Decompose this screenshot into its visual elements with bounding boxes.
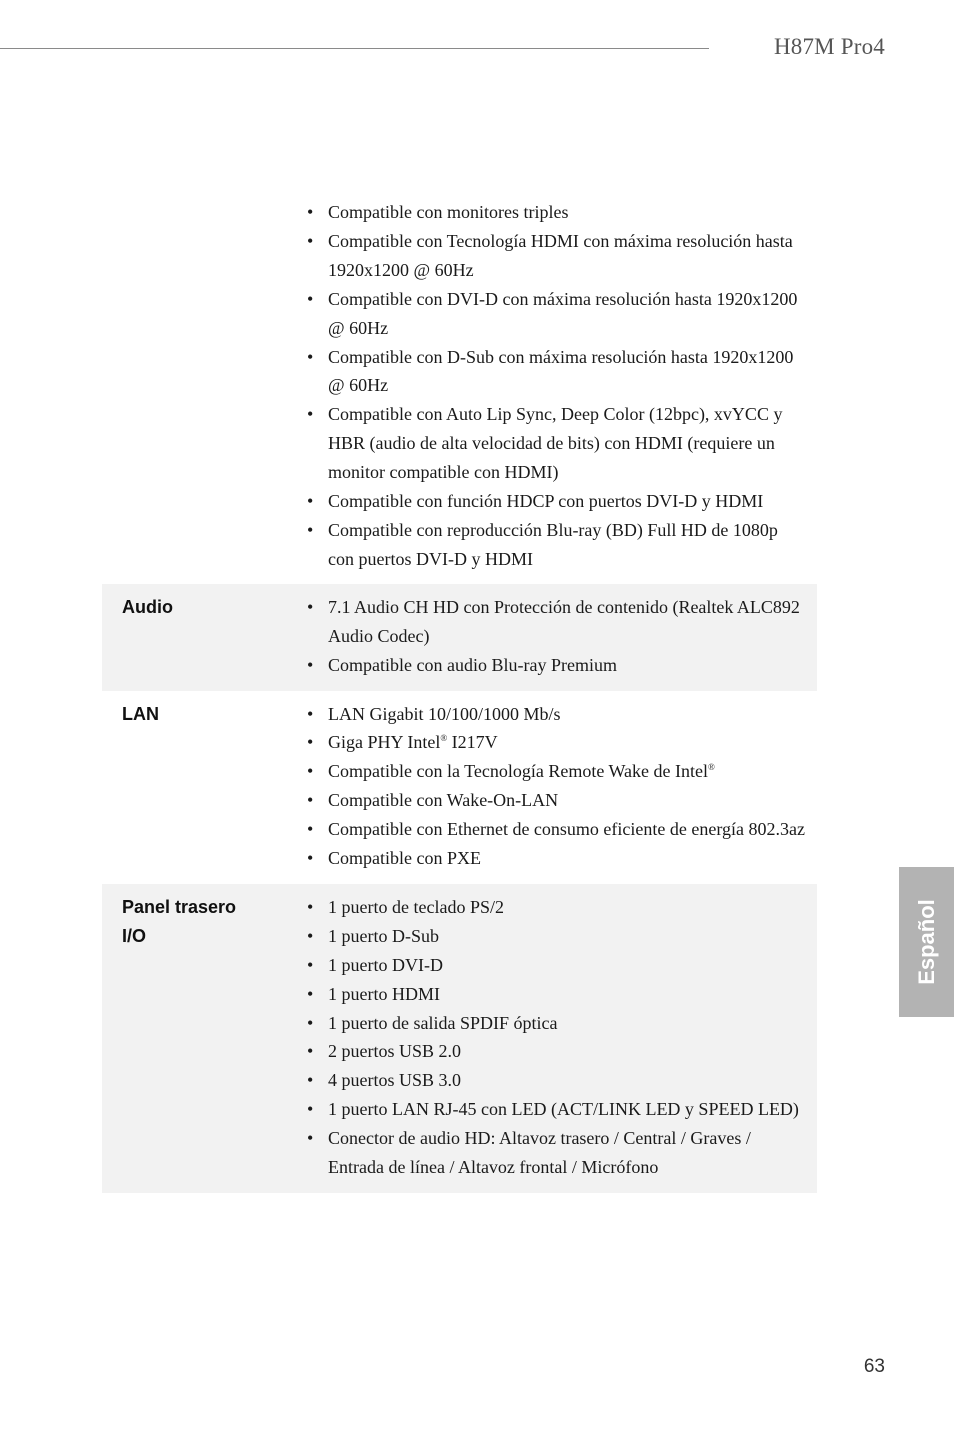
list-item [292, 757, 807, 786]
spec-row-audio [102, 584, 817, 691]
spec-label-line: I/O [122, 925, 147, 946]
header-rule [0, 48, 709, 49]
spec-label-graphics [102, 198, 292, 574]
lan-phy-model: I217V [451, 732, 498, 753]
list-item: • 1 puerto HDMI [292, 980, 807, 1009]
page-number: 63 [863, 1356, 885, 1377]
list-item: • Compatible con Wake-On-LAN [292, 786, 807, 815]
spec-label-rear-panel [102, 893, 292, 1182]
spec-items-audio [292, 593, 807, 680]
spec-row-rear-panel [102, 884, 817, 1193]
list-item: • 1 puerto de teclado PS/2 [292, 893, 807, 922]
registered-mark: ® [708, 762, 715, 773]
spec-items-lan [292, 700, 807, 873]
list-item: • Compatible con función HDCP con puertos DVI-D y HDMI [292, 487, 807, 516]
model-title: H87M Pro4 [773, 34, 885, 59]
list-item: • Compatible con PXE [292, 844, 807, 873]
list-item: • Compatible con Tecnología HDMI con máxima resolución hasta 1920x1200 @ 60Hz [292, 227, 807, 285]
list-item [292, 728, 807, 757]
spec-table [102, 198, 817, 1193]
spec-label-lan: LAN [122, 703, 159, 724]
language-side-tab [899, 867, 954, 1017]
list-item: • Conector de audio HD: Altavoz trasero / Central / Graves / Entrada de línea / Altavoz frontal / Micrófono [292, 1124, 807, 1182]
list-item: • 4 puertos USB 3.0 [292, 1066, 807, 1095]
list-item: • Compatible con Auto Lip Sync, Deep Color (12bpc), xvYCC y HBR (audio de alta velocidad de bits) con HDMI (requiere un monitor compatible con HDMI) [292, 400, 807, 487]
language-side-tab-label: Español [913, 899, 939, 985]
list-item-text: Giga PHY Intel [328, 732, 441, 753]
spec-row-lan [102, 691, 817, 884]
list-item: • 2 puertos USB 2.0 [292, 1037, 807, 1066]
list-item: • Compatible con Ethernet de consumo eficiente de energía 802.3az [292, 815, 807, 844]
spec-items-graphics [292, 198, 807, 574]
list-item: • LAN Gigabit 10/100/1000 Mb/s [292, 700, 807, 729]
list-item: • Compatible con D-Sub con máxima resolución hasta 1920x1200 @ 60Hz [292, 343, 807, 401]
spec-row-graphics [102, 198, 817, 584]
spec-label-line: Panel trasero [122, 896, 237, 917]
list-item: • 1 puerto DVI-D [292, 951, 807, 980]
list-item: • 1 puerto D-Sub [292, 922, 807, 951]
list-item: • Compatible con DVI-D con máxima resolución hasta 1920x1200 @ 60Hz [292, 285, 807, 343]
list-item: • 7.1 Audio CH HD con Protección de contenido (Realtek ALC892 Audio Codec) [292, 593, 807, 651]
list-item-text: Compatible con la Tecnología Remote Wake de Intel [328, 761, 709, 782]
list-item: • 1 puerto LAN RJ-45 con LED (ACT/LINK LED y SPEED LED) [292, 1095, 807, 1124]
list-item: • Compatible con audio Blu-ray Premium [292, 651, 807, 680]
spec-items-rear-panel [292, 893, 807, 1182]
registered-mark: ® [440, 733, 448, 744]
spec-label-audio: Audio [122, 596, 173, 617]
list-item: • 1 puerto de salida SPDIF óptica [292, 1009, 807, 1038]
list-item: • Compatible con monitores triples [292, 198, 807, 227]
list-item: • Compatible con reproducción Blu-ray (BD) Full HD de 1080p con puertos DVI-D y HDMI [292, 516, 807, 574]
